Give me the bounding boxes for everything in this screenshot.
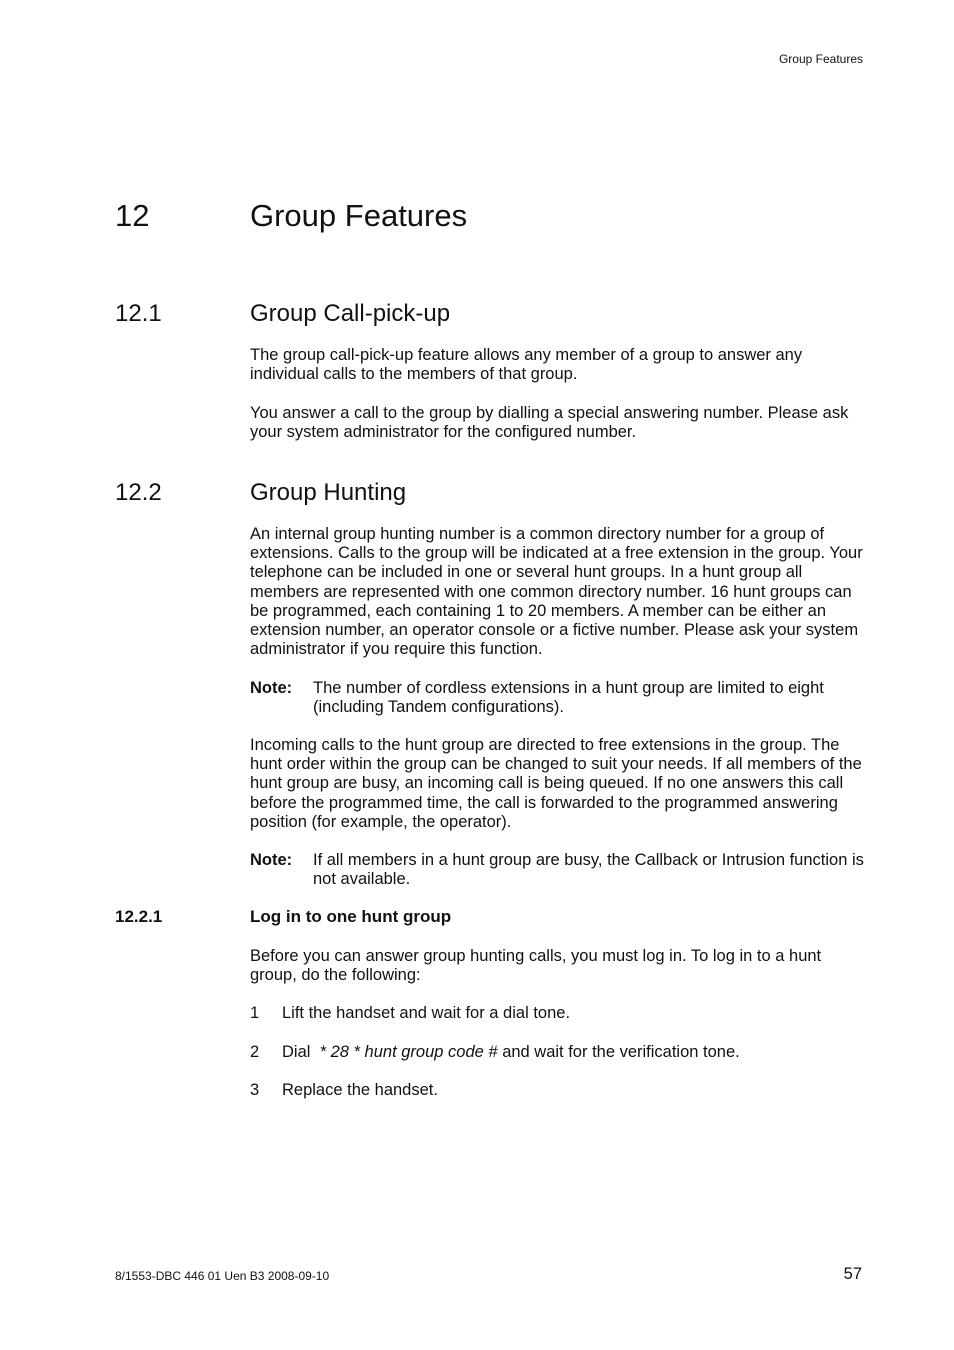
paragraph: Before you can answer group hunting calls, you must log in. To log in to a hunt group, do the following: — [250, 947, 822, 985]
step-text: Replace the handset. — [282, 1081, 438, 1099]
step-text — [282, 1043, 872, 1062]
step-suffix: and wait for the verification tone. — [502, 1043, 740, 1061]
section-title-12-1: Group Call-pick-up — [250, 300, 451, 327]
note-label: Note: — [250, 851, 293, 869]
subsection-title: Log in to one hunt group — [250, 907, 452, 926]
step-number: 3 — [250, 1081, 260, 1099]
note-label: Note: — [250, 679, 293, 697]
subsection-number: 12.2.1 — [115, 907, 163, 926]
section-number-12-1: 12.1 — [115, 300, 162, 327]
step-number: 2 — [250, 1043, 260, 1061]
chapter-number: 12 — [115, 198, 150, 233]
page-number: 57 — [843, 1265, 862, 1283]
step-prefix: Dial — [282, 1043, 311, 1061]
paragraph: An internal group hunting number is a common directory number for a group of extensions. Calls to the group will be indicated at a free extension in the group. Your telephone can be included in one or several hunt groups. In a hunt group all members are represented with one common directory number. 16 hunt groups can be programmed, each containing 1 to 20 members. A member can be either an extension number, an operator console or a fictive number. Please ask your system administrator if you require this function. — [250, 525, 863, 659]
paragraph: You answer a call to the group by dialling a special answering number. Please ask your system administrator for the configured number. — [250, 404, 849, 442]
chapter-title: Group Features — [250, 198, 468, 233]
section-title-12-2: Group Hunting — [250, 479, 407, 506]
running-header: Group Features — [778, 52, 863, 66]
paragraph: Incoming calls to the hunt group are directed to free extensions in the group. The hunt order within the group can be changed to suit your needs. If all members of the hunt group are busy, an incoming call is being queued. If no one answers this call before the programmed time, the call is forwarded to the programmed answering position (for example, the operator). — [250, 736, 862, 831]
document-id: 8/1553-DBC 446 01 Uen B3 2008-09-10 — [115, 1269, 330, 1283]
dial-code: * 28 * hunt group code # — [319, 1043, 498, 1061]
note-text: The number of cordless extensions in a hunt group are limited to eight (including Tandem configurations). — [313, 679, 824, 717]
step-number: 1 — [250, 1004, 260, 1022]
step-text: Lift the handset and wait for a dial tone. — [282, 1004, 571, 1022]
paragraph: The group call-pick-up feature allows any member of a group to answer any individual calls to the members of that group. — [250, 346, 803, 384]
section-number-12-2: 12.2 — [115, 479, 162, 506]
note-text: If all members in a hunt group are busy, the Callback or Intrusion function is not available. — [313, 851, 864, 889]
